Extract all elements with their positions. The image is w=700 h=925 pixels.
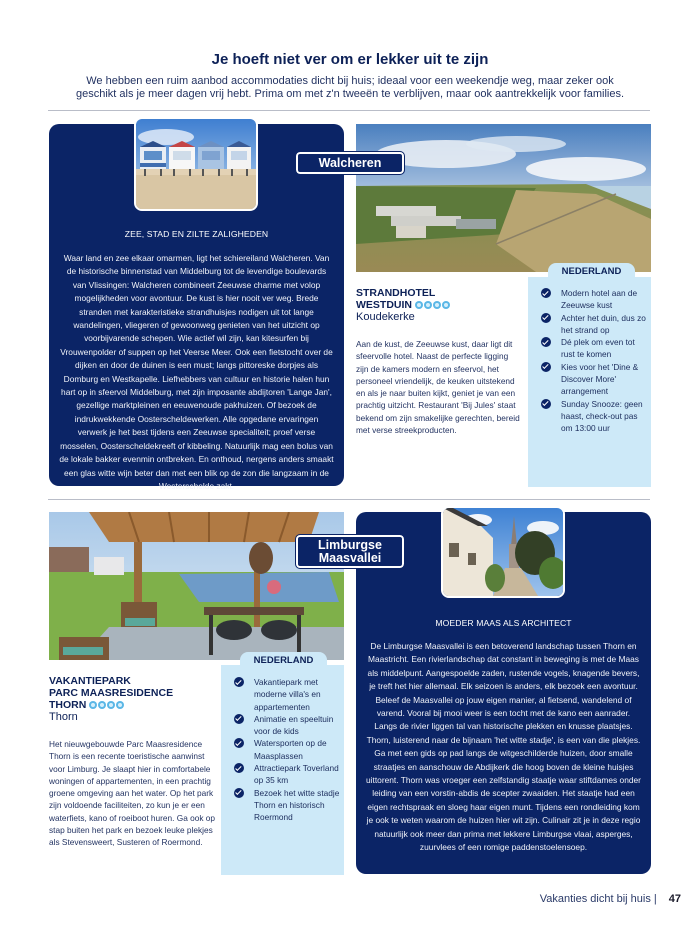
rating-stars-westduin [415,301,450,309]
footer-section-title: Vakanties dicht bij huis | [539,893,657,905]
rating-star-icon [415,301,423,309]
feature-item [541,287,649,312]
checkmark-circle-icon [541,337,551,347]
feature-item [541,336,649,361]
checkmark-circle-icon [234,788,244,798]
intro-line-2: geschikt als je meer dagen vrij hebt. Prima om met z'n tweeën te verblijven, maar ook aantrekkelijk voor families. [75,88,625,100]
limburg-kicker: MOEDER MAAS ALS ARCHITECT [435,618,572,628]
feature-item [541,398,649,435]
strandhotel-westduin-photo [356,124,651,272]
feature-item [541,361,649,398]
hotel-name-parc-maasresidence [49,675,173,711]
feature-item [234,762,344,787]
rating-star-icon [433,301,441,309]
page-title: Je hoeft niet ver om er lekker uit te zijn [211,51,489,68]
rating-star-icon [424,301,432,309]
church-street-image [443,508,563,596]
feature-text: Watersporten op de Maasplassen [254,738,327,761]
feature-item [234,713,344,738]
feature-list-westduin [541,287,649,435]
walcheren-story-text: Waar land en zee elkaar omarmen, ligt het schiereiland Walcheren. Van de historische binnenstad van Middelburg tot de levendige boulevards van Vlissingen: Walcheren combineert Zeeuwse charme met volop mogelijkheden voor avontuur. De kust is hier nooit ver weg. Brede stranden met karakteristieke strandhuisjes nodigen uit tot lange wandelingen, vliegeren of gewoonweg genieten van het uitzicht op voorbijvarende schepen. Wie actief wil zijn, kan kitesurfen bij Vrouwenpolder of suppen op het Veerse Meer. Ook een fietstocht over de dijken en door de duinen is een must; langs pittoreske dorpjes als Domburg en Westkapelle. Liefhebbers van cultuur en historie halen hun hart op in sfeervol Middelburg, met zijn imposante abdijtoren 'Lange Jan', gezellige marktpleinen en eeuwenoude pakhuizen. Of bezoek de indrukwekkende Oosterscheldewerken. Alle opgedane ervaringen verwerk je het best tijdens een Zeeuwse specialiteit; proef verse mosselen, Oosterscheldekreeft of kibbeling. Natuurlijk mag een bolus van de lokale bakker evenmin ontbreken. En onthoud, nergens anders smaakt een glas witte wijn beter dan met een blik op de zon die langzaam in de Westerschelde zakt. [59,253,334,491]
rating-star-icon [116,701,124,709]
checkmark-circle-icon [234,763,244,773]
dune-landscape-image [356,124,651,272]
hotel-name-line-2 [356,299,450,311]
thorn-village-photo [441,506,565,598]
feature-item [234,787,344,824]
feature-text: Sunday Snooze: geen haast, check-out pas om 13:00 uur [561,398,643,434]
hotel-name-line-2: PARC MAASRESIDENCE [49,687,174,699]
feature-item [234,676,344,713]
divider-middle [48,499,650,500]
hotel-name-line-1: VAKANTIEPARK [49,675,131,687]
feature-text: Bezoek het witte stadje Thorn en historisch Roermond [254,787,340,823]
feature-item [234,737,344,762]
rating-star-icon [98,701,106,709]
hotel-name-line-3 [49,699,173,711]
intro-line-1: We hebben een ruim aanbod accommodaties dicht bij huis; ideaal voor een weekendje weg, maar zeker ook [86,75,614,87]
hotel-place-thorn: Thorn [49,711,78,723]
feature-text: Modern hotel aan de Zeeuwse kust [561,288,638,311]
checkmark-circle-icon [234,738,244,748]
checkmark-circle-icon [541,288,551,298]
hotel-name-text: WESTDUIN [356,299,412,311]
divider-top [48,110,650,111]
hotel-name-text: THORN [49,699,87,711]
hotel-name-westduin [356,287,450,311]
checkmark-circle-icon [541,313,551,323]
checkmark-circle-icon [234,677,244,687]
rating-star-icon [89,701,97,709]
feature-text: Attractiepark Toverland op 35 km [254,763,339,786]
walcheren-kicker: ZEE, STAD EN ZILTE ZALIGHEDEN [124,229,269,239]
feature-list-parc-maasresidence [234,676,344,824]
rating-star-icon [442,301,450,309]
feature-text: Kies voor het 'Dine & Discover More' arrangement [561,361,639,397]
region-label-line-2: Maasvallei [318,550,382,565]
feature-text: Achter het duin, dus zo het strand op [561,312,646,335]
limburg-story-text: De Limburgse Maasvallei is een betoverend landschap tussen Thorn en Maastricht. Een rivierlandschap dat constant in beweging is met de Maas als middelpunt. Aangespoelde zaden, rustende vogels, knagende bevers, je treft het hier allemaal. Elk seizoen is anders, elk bezoek een avontuur. Beleef de Maasvallei op jouw eigen manier, al fietsend, wandelend of varend. Vooral bij mooi weer is een tocht met de kano een aanrader. Langs de rivier liggen tal van historische plekken en knusse plaatsjes. Thorn, luisterend naar de bijnaam 'het witte stadje', is een van die plekjes. Ga met een gids op pad langs de witgeschilderde huizen, door smalle straatjes en aanschouw de Abdijkerk die hoog boven de kleine huisjes uittorent. Thorn was vroeger een zelfstandig staatje waar stiftdames onder leiding van een vorstin-abdis de scepter zwaaiden. Het staatje had een eigen rechtspraak en sloeg haar eigen munt. Tijdens een rondleiding kom je ook te weten waarom de huizen hier wit zijn. Culinair zit je in deze regio natuurlijk ook meer dan prima met lekkere Limburgse vlaai, asperges, zuurvlees of een romige paddenstoelensoep. [366,641,641,853]
checkmark-circle-icon [541,362,551,372]
rating-stars-parc-maasresidence [89,701,124,709]
feature-item [541,312,649,337]
beach-huts-photo [134,117,258,211]
checkmark-circle-icon [541,399,551,409]
hotel-place-koudekerke: Koudekerke [356,311,415,323]
rating-star-icon [107,701,115,709]
feature-text: Vakantiepark met moderne villa's en appartementen [254,677,321,712]
feature-text: Animatie en speeltuin voor de kids [254,713,334,737]
country-tab-parc-maasresidence: NEDERLAND [240,652,327,667]
intro-text [60,75,640,101]
page-footer [540,893,681,905]
hotel-description-westduin: Aan de kust, de Zeeuwse kust, daar ligt dit sfeervolle hotel. Naast de perfecte ligging zijn de kamers modern en sfeervol, het personeel vriendelijk, de keuken uitstekend en als je naar buiten kijkt, geniet je van een prachtig uitzicht. Restaurant 'Bij Jules' staat bekend om zijn smakelijke gerechten, bereid met verse streekproducten. [356,339,520,436]
page-number: 47 [668,893,681,905]
checkmark-circle-icon [234,714,244,724]
region-label-limburgse-maasvallei [296,535,404,568]
hotel-description-parc-maasresidence: Het nieuwgebouwde Parc Maasresidence Thorn is een recente toeristische aanwinst voor Limburg. Je slaapt hier in comfortabele woningen of appartementen, in een prachtig groene omgeving aan het water. Op het park zijn voldoende faciliteiten, zo kun je er een waterfiets, kano of roeiboot huren. Ga ook op stap buiten het park en bezoek leuke plekjes als Stevensweert, Susteren of Roermond. [49,739,216,848]
country-tab-westduin: NEDERLAND [548,263,635,278]
region-label-line-1: Limburgse [318,537,382,552]
region-label-walcheren: Walcheren [296,152,404,174]
feature-text: Dé plek om even tot rust te komen [561,337,635,360]
hotel-name-line-1: STRANDHOTEL [356,287,436,299]
beach-huts-image [136,119,256,209]
